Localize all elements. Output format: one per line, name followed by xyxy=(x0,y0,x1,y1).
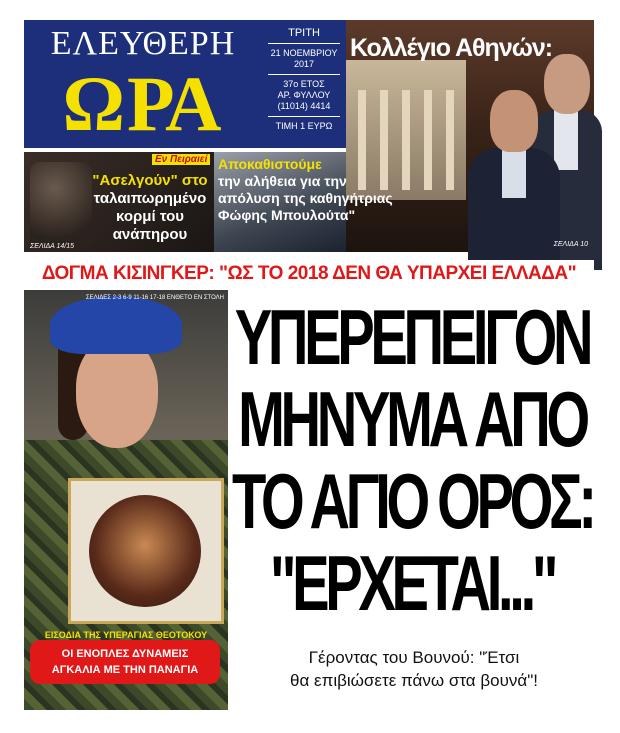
issue-sheet-number: (11014) 4414 xyxy=(277,101,331,111)
story-line: Αποκαθιστούμε xyxy=(218,156,322,172)
cover-photo xyxy=(24,290,228,708)
issue-price: ΤΙΜΗ 1 ΕΥΡΩ xyxy=(275,121,333,131)
person-image xyxy=(30,162,92,250)
story-aselgoun xyxy=(24,152,214,252)
story-line: κορμί του xyxy=(116,208,184,225)
icon-painting xyxy=(89,495,201,607)
dogma-headline: ΔΟΓΜΑ ΚΙΣΙΝΓΚΕΡ: "ΩΣ ΤΟ 2018 ΔΕΝ ΘΑ ΥΠΑΡΧΕΙ ΕΛΛΑΔΑ" xyxy=(24,260,594,288)
issue-sheet-label: ΑΡ. ΦΥΛΛΟΥ xyxy=(277,90,331,100)
story-line: ανάπηρου xyxy=(112,226,188,243)
story-apokathistoume xyxy=(214,152,393,252)
masthead-logo: ΩΡΑ xyxy=(62,60,224,147)
headline-line: ΜΗΝΥΜΑ ΑΠΟ xyxy=(238,375,586,463)
page-reference: ΣΕΛΙΔΑ 14/15 xyxy=(30,243,75,250)
photo-caption-badge xyxy=(30,640,220,684)
face-shape xyxy=(76,338,158,448)
page-reference: ΣΕΛΙΔΑ 10 xyxy=(553,241,588,248)
caption-line: ΟΙ ΕΝΟΠΛΕΣ ΔΥΝΑΜΕΙΣ xyxy=(61,648,189,660)
story-line: Φώφης Μπουλούτα" xyxy=(218,207,356,223)
person-figure xyxy=(468,90,560,270)
issue-year: 37ο ΕΤΟΣ xyxy=(283,79,325,89)
subheadline xyxy=(234,646,594,692)
headline-line: ΤΟ ΑΓΙΟ ΟΡΟΣ: xyxy=(232,457,593,545)
section-label: Εν Πειραιεί xyxy=(152,154,210,165)
story-title: Κολλέγιο Αθηνών: xyxy=(350,34,553,62)
subheadline-line: θα επιβιώσετε πάνω στα βουνά"! xyxy=(290,671,538,690)
photo-caption-top: ΕΙΣΟΔΙΑ ΤΗΣ ΥΠΕΡΑΓΙΑΣ ΘΕΟΤΟΚΟΥ xyxy=(44,630,208,640)
masthead xyxy=(24,20,262,148)
headline-line: ΥΠΕΡΕΠΕΙΓΟΝ xyxy=(234,293,590,381)
religious-icon-image xyxy=(68,478,224,624)
caption-line: ΑΓΚΑΛΙΑ ΜΕ ΤΗΝ ΠΑΝΑΓΙΑ xyxy=(51,664,199,676)
masthead-top-word: ΕΛΕΥΘΕΡΗ xyxy=(50,25,236,62)
beret-shape xyxy=(50,296,182,354)
issue-day: ΤΡΙΤΗ xyxy=(288,27,320,39)
headline-line: "ΕΡΧΕΤΑΙ..." xyxy=(269,539,555,627)
story-headline xyxy=(88,172,212,244)
page-reference: ΣΕΛΙΔΕΣ 2-3 6-9 11-16 17-18 ΕΝΘΕΤΟ ΕΝ ΣΤΟΛΗ xyxy=(85,295,224,301)
column-shape xyxy=(446,90,454,190)
story-line: "Ασελγούν" στο xyxy=(92,172,208,189)
story-line: ταλαιπωρημένο xyxy=(93,190,207,207)
issue-date: 21 ΝΟΕΜΒΡΙΟΥ 2017 xyxy=(270,48,338,69)
story-line: απόλυση της καθηγήτριας xyxy=(218,190,393,206)
main-headline xyxy=(232,293,593,627)
column-shape xyxy=(424,90,432,190)
issue-info xyxy=(262,20,346,148)
subheadline-line: Γέροντας του Βουνού: "Έτσι xyxy=(308,648,520,667)
story-headline xyxy=(218,156,418,224)
story-line: την αλήθεια για την xyxy=(218,173,347,189)
